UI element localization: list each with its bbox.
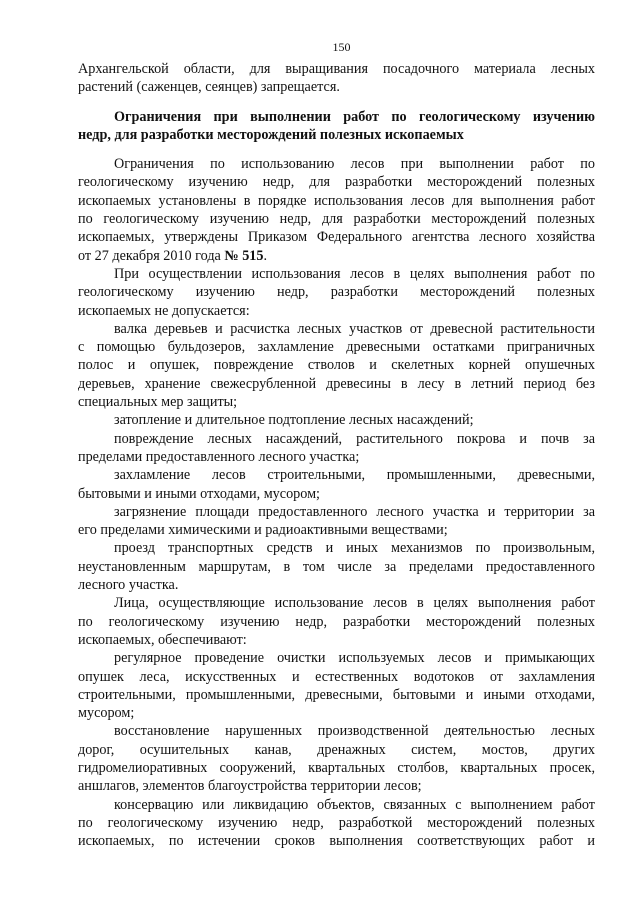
text-line: повреждение лесных насаждений, растительного покрова и почв за (114, 430, 595, 447)
order-number: № 515 (224, 247, 264, 264)
text-line: ископаемых, утверждены Приказом Федерального агентства лесного хозяйства (78, 229, 595, 246)
text-line: гидромелиоративных сооружений, квартальных столбов, квартальных просек, (78, 759, 595, 776)
paragraph (78, 594, 595, 649)
text-line: ископаемых, обеспечивают: (78, 631, 247, 648)
text-line: Архангельской области, для выращивания посадочного материала лесных (78, 61, 595, 77)
paragraph (78, 155, 595, 265)
text-line: проезд транспортных средств и иных механизмов по произвольным, (114, 540, 595, 557)
text-line: валка деревьев и расчистка лесных участков от древесной растительности (114, 320, 595, 337)
text-line: специальных мер защиты; (78, 394, 238, 411)
text-line: опушек леса, искусственных и естественных водотоков от захламления (78, 668, 595, 685)
punctuation: . (263, 247, 268, 264)
text-line: неустановленным маршрутам, в том числе за пределами предоставленного (78, 558, 595, 575)
text-line: по геологическому изучению недр, разработкой месторождений полезных (78, 814, 595, 831)
text-line: При осуществлении использования лесов в целях выполнения работ по (114, 265, 595, 282)
heading-line: Ограничения при выполнении работ по геологическому изучению (114, 108, 595, 125)
intro-paragraph (78, 60, 595, 97)
date-text: от 27 декабря 2010 года (78, 247, 225, 264)
text-line (78, 247, 595, 265)
text-line: растений (саженцев, сеянцев) запрещается. (78, 79, 340, 96)
paragraph (78, 503, 595, 540)
text-line: загрязнение площади предоставленного лесного участка и территории за (114, 503, 595, 520)
text-line: лесного участка. (78, 577, 179, 594)
text-line: консервацию или ликвидацию объектов, связанных с выполнением работ (114, 796, 595, 813)
paragraph (78, 430, 595, 467)
text-line: полос и опушек, повреждение стволов и скелетных корней опушечных (78, 357, 595, 374)
text-line: восстановление нарушенных производственной деятельностью лесных (114, 723, 595, 740)
text-line: регулярное проведение очистки используемых лесов и примыкающих (114, 650, 595, 667)
text-line: геологическому изучению недр, для разработки месторождений полезных (78, 174, 595, 191)
paragraph (78, 466, 595, 503)
text-line: ископаемых не допускается: (78, 302, 250, 319)
text-line: захламление лесов строительными, промышленными, древесными, (114, 467, 595, 484)
text-line: его пределами химическими и радиоактивными веществами; (78, 522, 448, 539)
section-heading (78, 108, 595, 145)
text-line: дорог, осушительных канав, дренажных систем, мостов, других (78, 741, 595, 758)
paragraph (78, 649, 595, 722)
paragraph (78, 320, 595, 411)
paragraph (78, 539, 595, 594)
page-number: 150 (332, 40, 351, 54)
text-line: бытовыми и иными отходами, мусором; (78, 485, 321, 502)
text-line: деревьев, хранение свежесрубленной древесины в лесу в летний период без (78, 375, 595, 392)
text-line: ископаемых установлены в порядке использования лесов для выполнения работ (78, 192, 595, 209)
text-line: аншлагов, элементов благоустройства территории лесов; (78, 778, 422, 795)
paragraph (78, 722, 595, 795)
text-line: по геологическому изучению недр, для разработки месторождений полезных (78, 211, 595, 228)
text-line: Ограничения по использованию лесов при выполнении работ по (114, 156, 595, 173)
heading-line: недр, для разработки месторождений полезных ископаемых (78, 126, 464, 143)
text-line: геологическому изучению недр, разработки месторождений полезных (78, 284, 595, 301)
text-line: Лица, осуществляющие использование лесов в целях выполнения работ (114, 595, 595, 612)
text-line: с помощью бульдозеров, захламление древесными остатками приграничных (78, 339, 595, 356)
paragraph (78, 265, 595, 320)
text-line: строительными, промышленными, древесными, бытовыми и иными отходами, (78, 686, 595, 703)
text-line: ископаемых, по истечении сроков выполнения соответствующих работ и (78, 833, 595, 850)
text-line: затопление и длительное подтопление лесных насаждений; (114, 412, 474, 429)
paragraph (78, 796, 595, 851)
text-line: по геологическому изучению недр, разработки месторождений полезных (78, 613, 595, 630)
document-page (78, 34, 595, 850)
text-line: пределами предоставленного лесного участка; (78, 448, 360, 465)
paragraph (78, 411, 595, 429)
text-line: мусором; (78, 705, 135, 722)
